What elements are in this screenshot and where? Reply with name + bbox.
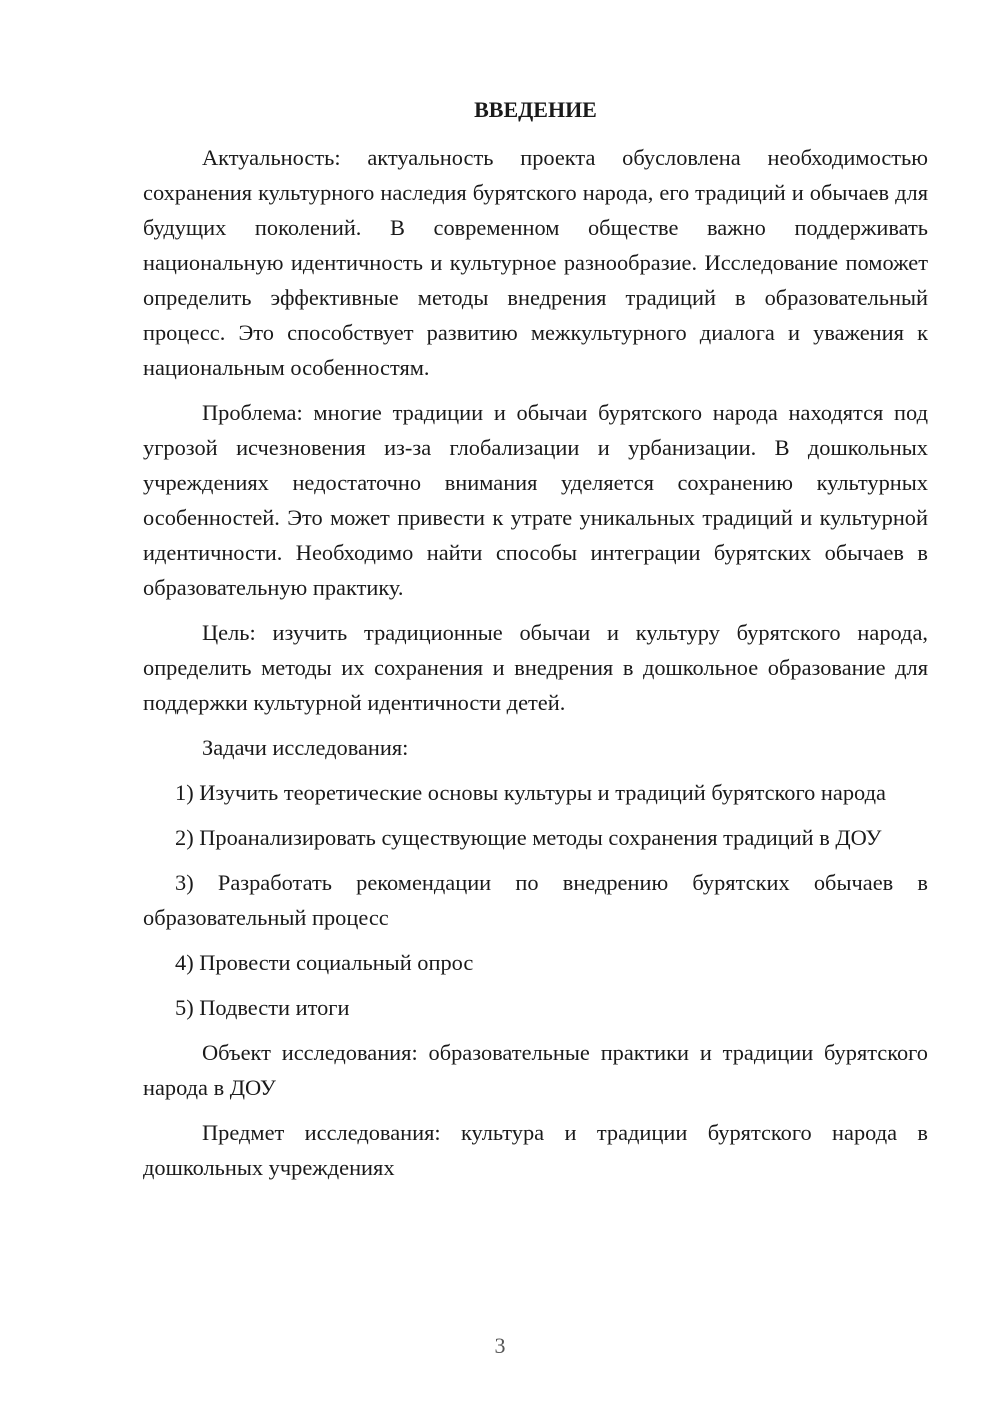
paragraph-goal: Цель: изучить традиционные обычаи и культуру бурятского народа, определить методы их сохранения и внедрения в дошкольное образование для поддержки культурной идентичности детей. [143,620,928,715]
task-item-2: 2) Проанализировать существующие методы сохранения традиций в ДОУ [175,825,882,850]
paragraph-relevance: Актуальность: актуальность проекта обусловлена необходимостью сохранения культурного наследия бурятского народа, его традиций и обычаев для будущих поколений. В современном обществе важно поддерживать национальную идентичность и культурное разнообразие. Исследование поможет определить эффективные методы внедрения традиций в образовательный процесс. Это способствует развитию межкультурного диалога и уважения к национальным особенностям. [143,145,928,380]
tasks-label: Задачи исследования: [202,735,409,760]
task-item-3: 3) Разработать рекомендации по внедрению бурятских обычаев в образовательный процесс [143,870,928,930]
paragraph-problem: Проблема: многие традиции и обычаи бурятского народа находятся под угрозой исчезновения из-за глобализации и урбанизации. В дошкольных учреждениях недостаточно внимания уделяется сохранению культурных особенностей. Это может привести к утрате уникальных традиций и культурной идентичности. Необходимо найти способы интеграции бурятских обычаев в образовательную практику. [143,400,928,600]
paragraph-object: Объект исследования: образовательные практики и традиции бурятского народа в ДОУ [143,1040,928,1100]
task-item-1: 1) Изучить теоретические основы культуры и традиций бурятского народа [175,780,886,805]
page-number: 3 [494,1333,506,1358]
document-page [143,92,928,1195]
section-title: ВВЕДЕНИЕ [474,97,597,122]
paragraph-subject: Предмет исследования: культура и традиции бурятского народа в дошкольных учреждениях [143,1120,928,1180]
task-item-5: 5) Подвести итоги [175,995,350,1020]
task-item-4: 4) Провести социальный опрос [175,950,474,975]
